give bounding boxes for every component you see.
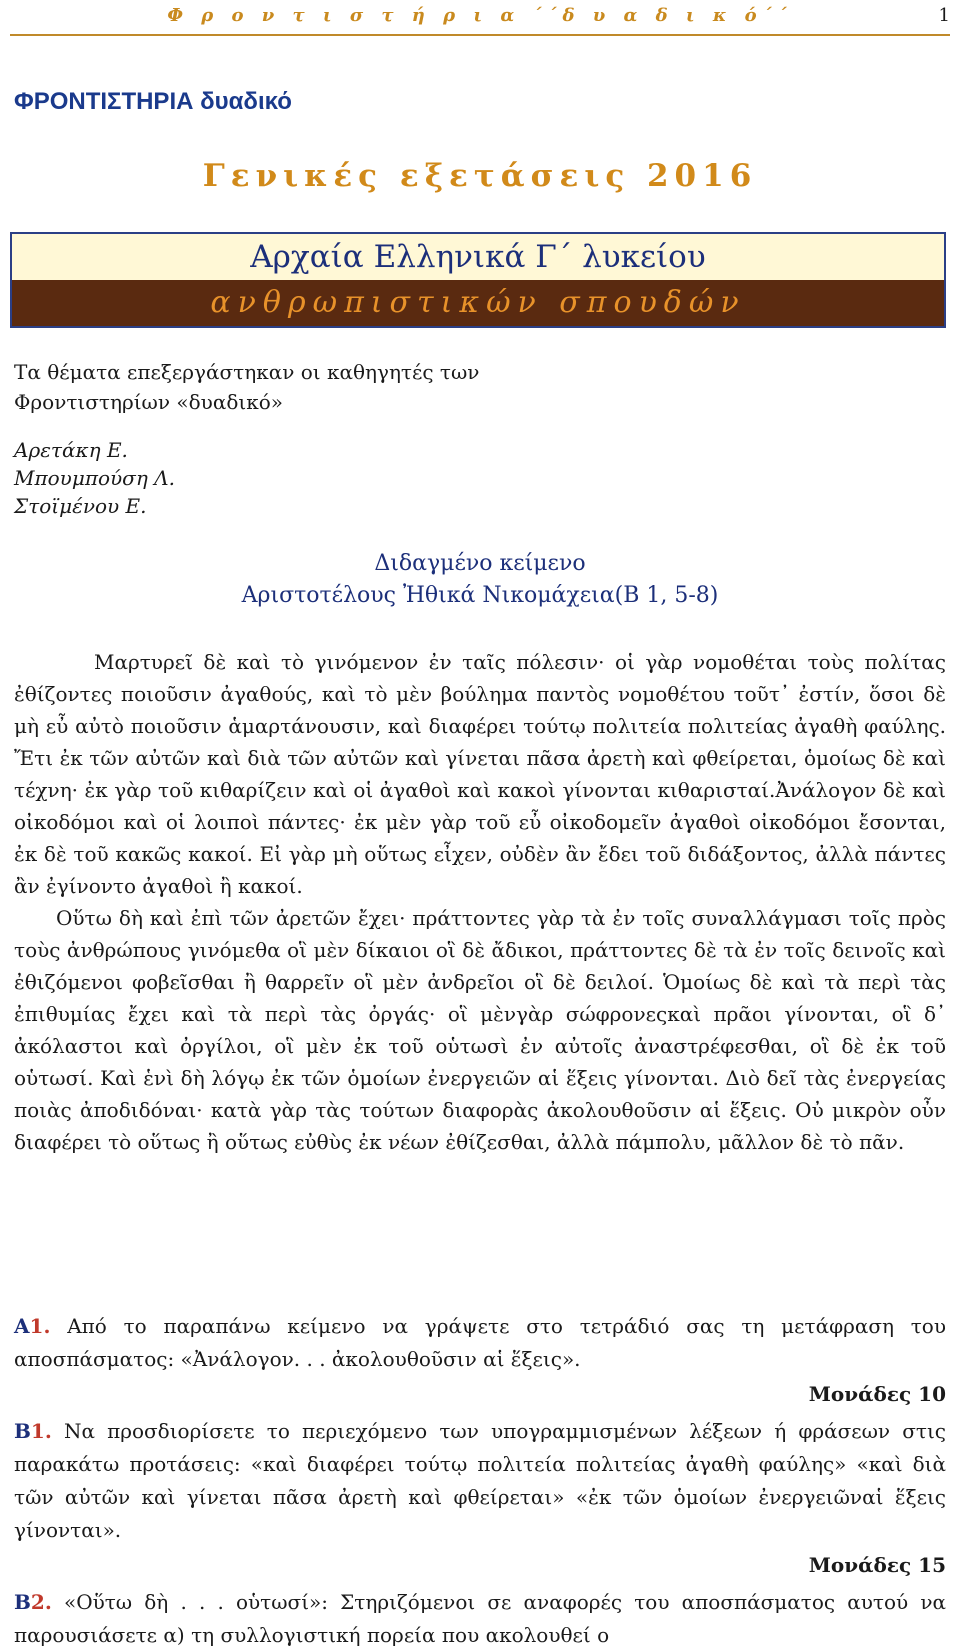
brand-title: ΦΡΟΝΤΙΣΤΗΡΙΑ δυαδικό: [14, 88, 292, 115]
authors-list: [14, 436, 175, 520]
subject-line-2: ανθρωπιστικών σπουδών: [12, 280, 944, 326]
question-text: «Οὕτω δὴ . . . οὑτωσί»: Στηριζόμενοι σε αναφορές του αποσπάσματος αυτού να παρουσιάσετε α) τη συλλογιστική πορεία που ακολουθεί ο: [14, 1590, 946, 1647]
subject-title-box: [10, 232, 946, 328]
author-name: Μπουμπούση Λ.: [14, 466, 175, 490]
question-number: 2.: [30, 1590, 52, 1614]
question-number: 1.: [30, 1419, 52, 1443]
question-b1: [14, 1415, 946, 1547]
question-text: Από το παραπάνω κείμενο να γράψετε στο τετράδιό σας τη μετάφραση του αποσπάσματος: «Ἀνάλογον. . . ἀκολουθοῦσιν αἱ ἕξεις».: [14, 1314, 947, 1371]
question-label: Β: [14, 1590, 31, 1614]
question-text: Να προσδιορίσετε το περιεχόμενο των υπογραμμισμένων λέξεων ή φράσεων στις παρακάτω προτάσεις: «καὶ διαφέρει τούτῳ πολιτεία πολιτείας ἀγαθὴ φαύλης» «καὶ διὰ τῶν αὐτῶν καὶ γίνεται πᾶσα ἀρετὴ καὶ φθείρεται» «ἐκ τῶν ὁμοίων ἐνεργειῶναἱ ἕξεις γίνονται».: [14, 1419, 946, 1542]
questions-section: [14, 1310, 946, 1652]
ancient-text: [14, 646, 946, 1158]
intro-text: [14, 357, 479, 417]
page-header: [10, 0, 950, 36]
ancient-paragraph-1: Μαρτυρεῖ δὲ καὶ τὸ γινόμενον ἐν ταῖς πόλεσιν· οἱ γὰρ νομοθέται τοὺς πολίτας ἐθίζοντες ποιοῦσιν ἀγαθούς, καὶ τὸ μὲν βούλημα παντὸς νομοθέτου τοῦτ᾽ ἐστίν, ὅσοι δὲ μὴ εὖ αὐτὸ ποιοῦσιν ἁμαρτάνουσιν, καὶ διαφέρει τούτῳ πολιτεία πολιτείας ἀγαθὴ φαύλης. Ἔτι ἐκ τῶν αὐτῶν καὶ διὰ τῶν αὐτῶν καὶ γίνεται πᾶσα ἀρετὴ καὶ φθείρεται, ὁμοίως δὲ καὶ τέχνη· ἐκ γὰρ τοῦ κιθαρίζειν καὶ οἱ ἀγαθοὶ καὶ κακοὶ γίνονται κιθαρισταί.Ἀνάλογον δὲ καὶ οἰκοδόμοι καὶ οἱ λοιποὶ πάντες· ἐκ μὲν γὰρ τοῦ εὖ οἰκοδομεῖν ἀγαθοὶ οἰκοδόμοι ἔσονται, ἐκ δὲ τοῦ κακῶς κακοί. Εἰ γὰρ μὴ οὕτως εἶχεν, οὐδὲν ἂν ἔδει τοῦ διδάξοντος, ἀλλὰ πάντες ἂν ἐγίνοντο ἀγαθοὶ ἢ κακοί.: [14, 650, 946, 898]
question-label: Α: [14, 1314, 30, 1338]
question-label: Β: [14, 1419, 31, 1443]
running-title: Φ ρ ο ν τ ι σ τ ή ρ ι α ΄΄δ υ α δ ι κ ό΄΄: [167, 5, 793, 26]
subject-line-1: Αρχαία Ελληνικά Γ΄ λυκείου: [12, 234, 944, 280]
page-number: 1: [938, 5, 950, 26]
intro-line-1: Τα θέματα επεξεργάστηκαν οι καθηγητές των: [14, 360, 480, 384]
exam-title: Γενικές εξετάσεις 2016: [202, 158, 758, 194]
ancient-paragraph-2: Οὕτω δὴ καὶ ἐπὶ τῶν ἀρετῶν ἔχει· πράττοντες γὰρ τὰ ἐν τοῖς συναλλάγμασι τοῖς πρὸς τοὺς ἀνθρώπους γινόμεθα οἳ μὲν δίκαιοι οἳ δὲ ἄδικοι, πράττοντες δὲ τὰ ἐν τοῖς δεινοῖς καὶ ἐθιζόμενοι φοβεῖσθαι ἢ θαρρεῖν οἳ μὲν ἀνδρεῖοι οἳ δὲ δειλοί. Ὁμοίως δὲ καὶ τὰ περὶ τὰς ἐπιθυμίας ἔχει καὶ τὰ περὶ τὰς ὀργάς· οἳ μὲνγὰρ σώφρονεςκαὶ πρᾶοι γίνονται, οἳ δ᾽ ἀκόλαστοι καὶ ὀργίλοι, οἳ μὲν ἐκ τοῦ οὑτωσὶ ἐν αὐτοῖς ἀναστρέφεσθαι, οἳ δὲ ἐκ τοῦ οὑτωσί. Καὶ ἑνὶ δὴ λόγῳ ἐκ τῶν ὁμοίων ἐνεργειῶν αἱ ἕξεις γίνονται. Διὸ δεῖ τὰς ἐνεργείας ποιὰς ἀποδιδόναι· κατὰ γὰρ τὰς τούτων διαφορὰς ἀκολουθοῦσιν αἱ ἕξεις. Οὐ μικρὸν οὖν διαφέρει τὸ οὕτως ἢ οὕτως εὐθὺς ἐκ νέων ἐθίζεσθαι, ἀλλὰ πάμπολυ, μᾶλλον δὲ τὸ πᾶν.: [14, 906, 946, 1154]
author-name: Στοϊμένου Ε.: [14, 494, 147, 518]
text-heading-line-1: Διδαγμένο κείμενο: [374, 551, 586, 576]
text-heading-line-2: Αριστοτέλους Ἠθικά Νικομάχεια(Β 1, 5-8): [241, 583, 719, 608]
units-b1: Μονάδες 15: [808, 1553, 946, 1577]
question-a1: [14, 1310, 946, 1376]
text-heading: [0, 548, 960, 612]
units-a1: Μονάδες 10: [808, 1382, 946, 1406]
question-b2: [14, 1586, 946, 1652]
intro-line-2: Φροντιστηρίων «δυαδικό»: [14, 390, 283, 414]
author-name: Αρετάκη Ε.: [14, 438, 128, 462]
question-number: 1.: [29, 1314, 51, 1338]
